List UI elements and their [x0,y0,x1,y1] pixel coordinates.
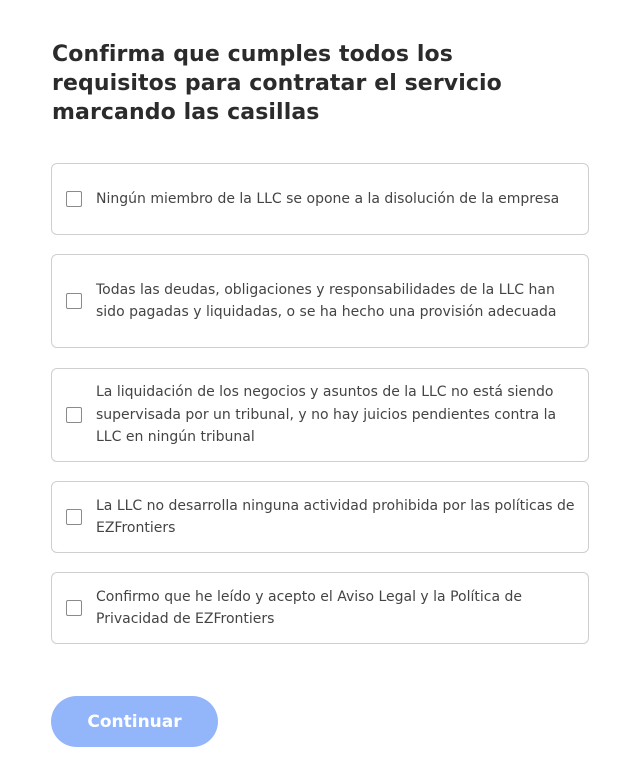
checkbox[interactable] [66,407,82,423]
requirement-item[interactable] [51,163,589,235]
checkbox[interactable] [66,293,82,309]
requirement-label: Todas las deudas, obligaciones y responsabilidades de la LLC han sido pagadas y liquidadas, o se ha hecho una provisión adecuada [96,281,557,320]
checkbox[interactable] [66,509,82,525]
requirement-label: La liquidación de los negocios y asuntos de la LLC no está siendo supervisada por un tribunal, y no hay juicios pendientes contra la LLC en ningún tribunal [96,384,557,446]
requirement-item[interactable] [51,572,589,644]
checkbox[interactable] [66,600,82,616]
requirement-label: La LLC no desarrolla ninguna actividad prohibida por las políticas de EZFrontiers [96,497,575,536]
checkbox[interactable] [66,191,82,207]
requirement-item[interactable] [51,254,589,348]
requirement-label: Ningún miembro de la LLC se opone a la disolución de la empresa [96,190,560,207]
requirement-item[interactable] [51,481,589,553]
requirements-list [51,163,589,644]
requirement-item[interactable] [51,368,589,462]
page-title: Confirma que cumples todos los requisitos para contratar el servicio marcando las casillas [52,42,502,125]
continue-button[interactable]: Continuar [51,696,218,747]
requirement-label: Confirmo que he leído y acepto el Aviso Legal y la Política de Privacidad de EZFrontiers [96,588,522,627]
